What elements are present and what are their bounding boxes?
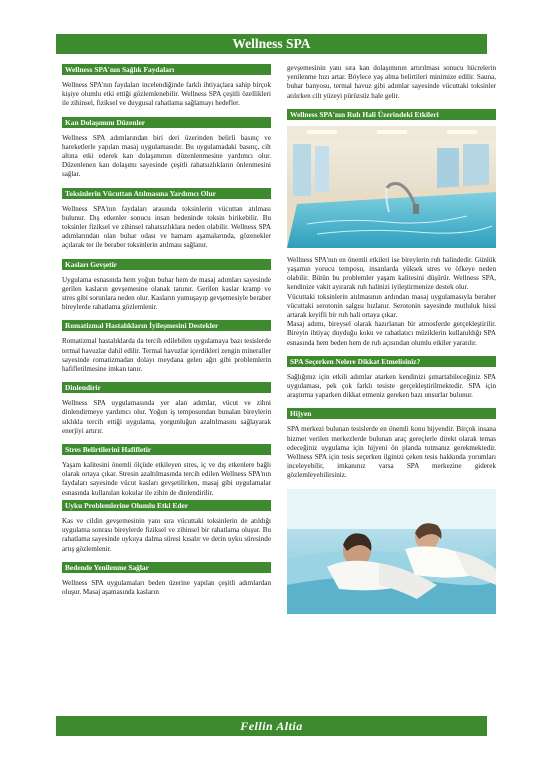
section-heading-stress: Stres Belirtilerini Hafifletir xyxy=(62,444,271,455)
section-body-sleep: Kas ve cildin gevşemesinin yanı sıra vücuttaki toksinlerin de atıldığı uygulama sonrası bireylerde fiziksel ve zihinsel bir rahatlama oluşur. Bu rahatlama sayesinde uykuya dalma süresi kısalır ve derin uyku süresinde artış gözlemlenir. xyxy=(62,516,271,553)
section-body-stress: Yaşam kalitesini önemli ölçüde etkileyen stres, iç ve dış etkenlere bağlı olarak ortaya çıkar. Stresin azaltılmasında tercih edilen Wellness SPA'nın faydaları sayesinde vücut kasları gevşetilirken, masaj gibi uygulamalar esnasında kullanılan kokular ile zihin de dinlendirilir. xyxy=(62,461,271,497)
section-heading-muscles: Kasları Gevşetir xyxy=(62,259,271,270)
section-body-toxins: Wellness SPA'nın faydaları arasında toksinlerin vücuttan atılması bulunur. Dış etkenler sonucu insan bedeninde toksin birikebilir. Bu toksinler fiziksel ve zihinsel rahatsızlıklara neden olabilir. Wellness SPA adımlarından olan buhar odası ve hamam aşamalarında, gözenekler açılarak ter ile beraber toksinlerin atılması sağlanır. xyxy=(62,204,271,250)
section-body-health-benefits: Wellness SPA'nın faydaları incelendiğinde farklı ihtiyaçlara sahip birçok kişiye olumlu etki ettiği gözlemlenebilir. Wellness SPA çeşitli özellikleri ile zihinsel, fiziksel ve duygusal rahatlama sağlamayı hedefler. xyxy=(62,81,271,108)
left-column xyxy=(62,64,271,605)
spa-relaxation-photo xyxy=(287,489,496,614)
section-body-mood-3: Masaj adımı, bireysel olarak hazırlanan bir atmosferde gerçekleştirilir. Bireyin ihtiyaç duyduğu koku ve rahatlatıcı müziklerin kullanıldığı SPA esnasında hem beden hem de ruh açısından olumlu etkiler yaratılır. xyxy=(287,320,496,347)
section-body-hygiene: SPA merkezi bulunan tesislerde en önemli konu hijyendir. Birçok insana hizmet verilen merkezlerde bulunan araç gereçlerle direkt olarak temas edeceğiniz uygulama için hijyeni ön planda tutmanız gerekmektedir. Wellness SPA için tesis seçerken ilginizi çeken tesis hakkında yorumları inceleyebilir, imkanınız varsa SPA merkezine giderek gözlemleyebilirsiniz. xyxy=(287,425,496,480)
section-heading-rheumatic: Romatizmal Hastalıkların İyileşmesini Destekler xyxy=(62,320,271,331)
section-body-circulation: Wellness SPA adımlarından biri deri üzerinden belirli basınç ve hareketlerle yapılan masaj uygulamasıdır. Bu uygulamadaki basınç, cilt altına etki ederek kan dolaşımının düzenlenmesine yardımcı olur. Düzenlenen kan dolaşımı sayesinde çeşitli rahatsızlıkların önlenmesini sağlar. xyxy=(62,133,271,179)
section-heading-renewal: Bedende Yenilenme Sağlar xyxy=(62,562,271,573)
section-body-renewal-continued: gevşemesinin yanı sıra kan dolaşımının artırılması sonucu hücrelerin yenilenme hızı artar. Böylece yaş alma belirtileri minimize edilir. Sauna, buhar banyosu, termal havuz gibi adımlar sayesinde vücuttaki toksinler atılırken cilt yüzeyi pürüzsüz hale gelir. xyxy=(287,64,496,100)
section-heading-circulation: Kan Dolaşımını Düzenler xyxy=(62,117,271,128)
right-column xyxy=(287,64,496,622)
section-body-rheumatic: Romatizmal hastalıklarda da tercih edilebilen uygulamaya bazı tesislerde termal havuzlar dahil edilir. Termal havuzlar içerdikleri zengin mineraller sayesinde romatizmadan dolayı meydana gelen ağrı gibi problemlerin hafifletilmesine imkan tanır. xyxy=(62,337,271,374)
section-heading-health-benefits: Wellness SPA'nın Sağlık Faydaları xyxy=(62,64,271,75)
section-heading-rest: Dinlendirir xyxy=(62,382,271,393)
page-title: Wellness SPA xyxy=(56,34,487,54)
section-body-rest: Wellness SPA uygulamasında yer alan adımlar, vücut ve zihni dinlendirmeye yardımcı olur. Yoğun iş temposundan bunalan bireylerin sıklıkla tercih ettiği uygulama, yorgunluğun azaltılmasını sağlayarak enerjiyi artırır. xyxy=(62,399,271,435)
section-heading-toxins: Toksinlerin Vücuttan Atılmasına Yardımcı Olur xyxy=(62,188,271,199)
footer-brand: Fellin Altia xyxy=(56,716,487,736)
section-heading-mood: Wellness SPA'nın Ruh Hali Üzerindeki Etkileri xyxy=(287,109,496,120)
spa-pool-photo xyxy=(287,126,496,248)
section-body-choosing-spa: Sağlığınız için etkili adımlar atarken kendinizi şımartabileceğiniz SPA uygulaması, pek çok farklı tesiste gerçekleştirilmektedir. SPA için araştırma yaparken dikkat etmeniz gereken bazı unsurlar bulunur. xyxy=(287,372,496,400)
section-body-mood-2: Vücuttaki toksinlerin atılmasının ardından masaj uygulamasıyla beraber vücuttaki serotonin salgısı hızlanır. Serotonin sayesinde mutluluk hissi artarak keyifli bir ruh hali ortaya çıkar. xyxy=(287,292,496,320)
section-body-mood-1: Wellness SPA'nın en önemli etkileri ise bireylerin ruh halindedir. Günlük yaşamın yorucu temposu, insanlarda yüksek stres ve öfkeye neden olabilir. Bütün bu problemler yaşam kalitesini düşürür. Wellness SPA, kendinize vakit ayırarak ruh halinizi iyileştirmenize destek olur. xyxy=(287,255,496,292)
section-body-renewal: Wellness SPA uygulamaları beden üzerine yapılan çeşitli adımlardan oluşur. Masaj aşamasında kasların xyxy=(62,578,271,596)
section-heading-sleep: Uyku Problemlerine Olumlu Etki Eder xyxy=(62,500,271,511)
section-body-muscles: Uygulama esnasında hem yoğun buhar hem de masaj adımları sayesinde gerilen kasların gevşemesine olanak tanınır. Gerilen kaslar kramp ve stres gibi sorunlara neden olur. Kasların yumuşayıp gevşemesiyle beraber bireylerde rahatlama gözlemlenir. xyxy=(62,275,272,312)
section-heading-hygiene: Hijyen xyxy=(287,408,496,419)
section-heading-choosing-spa: SPA Seçerken Nelere Dikkat Etmelisiniz? xyxy=(287,356,496,367)
